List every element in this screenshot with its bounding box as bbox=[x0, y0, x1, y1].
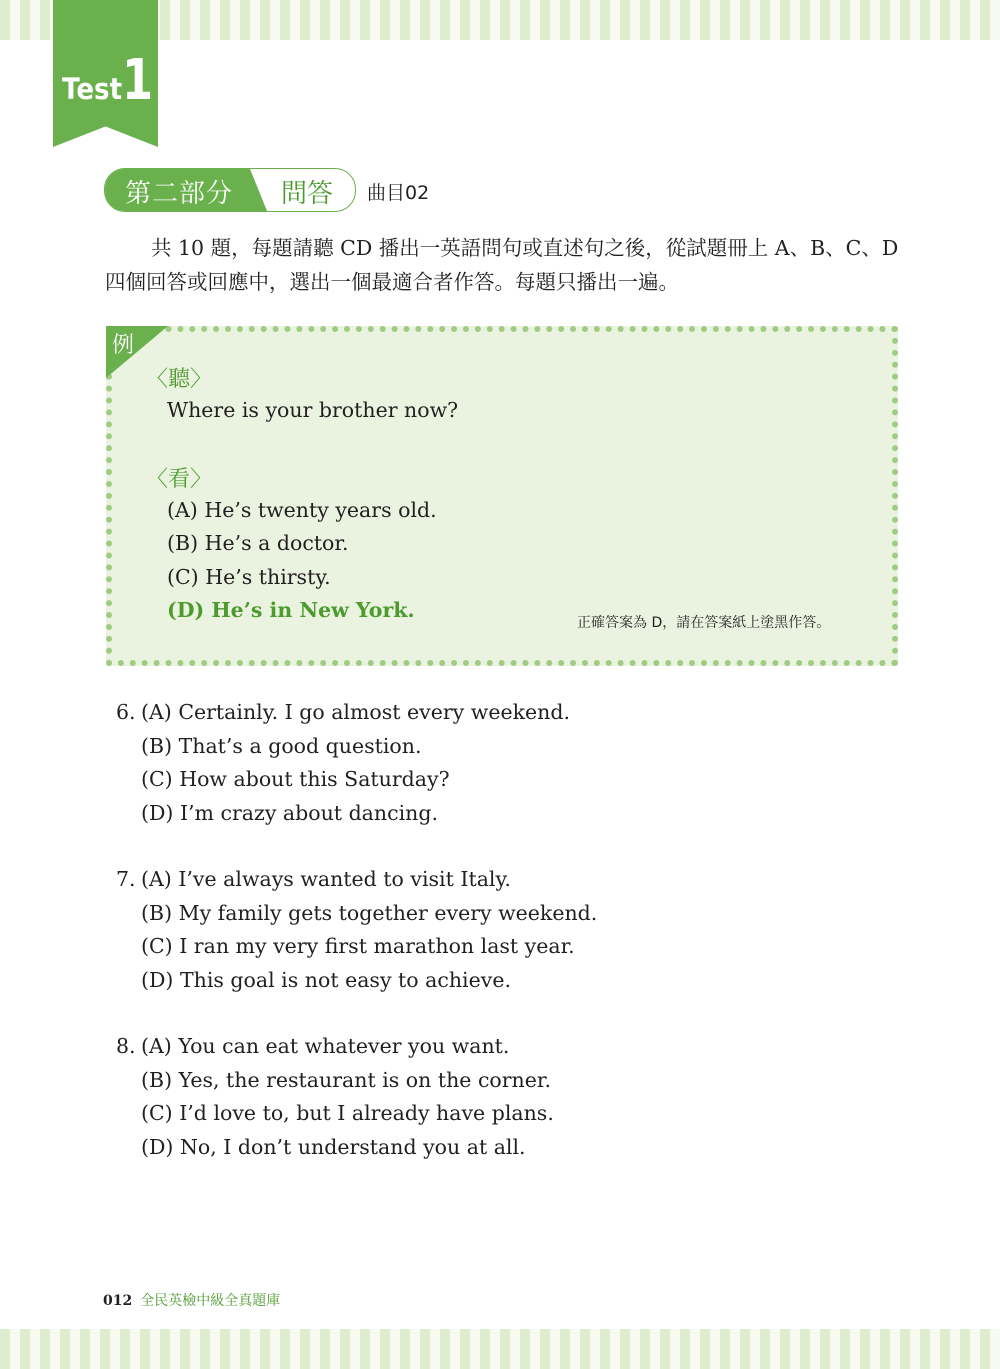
question-8 bbox=[116, 1030, 554, 1164]
question-option-c: (C) How about this Saturday? bbox=[141, 767, 450, 791]
listen-heading: 〈聽〉 bbox=[146, 367, 213, 392]
example-label: 例 bbox=[112, 333, 135, 358]
example-answer-note: 正確答案為 D，請在答案紙上塗黑作答。 bbox=[577, 615, 831, 631]
question-option-c: (C) I ran my very first marathon last year. bbox=[141, 934, 575, 958]
book-title: 全民英檢中級全真題庫 bbox=[140, 1293, 281, 1309]
section-subtitle: 問答 bbox=[281, 179, 334, 209]
question-number: 8. bbox=[116, 1034, 136, 1058]
question-7 bbox=[116, 863, 597, 997]
example-option-c: (C) He’s thirsty. bbox=[167, 565, 331, 589]
question-option-d: (D) I’m crazy about dancing. bbox=[141, 800, 438, 825]
question-number: 6. bbox=[116, 700, 136, 724]
test-label: Test bbox=[62, 72, 123, 106]
bottom-stripe-banner bbox=[0, 1329, 1000, 1369]
example-question: Where is your brother now? bbox=[167, 398, 459, 422]
instructions-paragraph: 共 10 題，每題請聽 CD 播出一英語問句或直述句之後，從試題冊上 A、B、C、D 四個回答或回應中，選出一個最適合者作答。每題只播出一遍。 bbox=[105, 236, 899, 294]
question-option-a bbox=[116, 1030, 554, 1064]
example-option-a: (A) He’s twenty years old. bbox=[167, 498, 437, 522]
page-number: 012 bbox=[103, 1293, 133, 1309]
question-option-a bbox=[116, 696, 570, 730]
question-option-d: (D) This goal is not easy to achieve. bbox=[141, 967, 511, 992]
question-option-d: (D) No, I don’t understand you at all. bbox=[141, 1134, 526, 1159]
option-text: (A) I’ve always wanted to visit Italy. bbox=[141, 867, 511, 891]
track-label: 曲目02 bbox=[367, 182, 430, 204]
section-title: 第二部分 bbox=[125, 179, 234, 209]
question-6 bbox=[116, 696, 570, 830]
option-text: (A) You can eat whatever you want. bbox=[141, 1034, 510, 1058]
section-header bbox=[104, 168, 356, 212]
question-number: 7. bbox=[116, 867, 136, 891]
question-option-b: (B) That’s a good question. bbox=[141, 733, 422, 758]
page-footer bbox=[103, 1290, 280, 1310]
look-heading: 〈看〉 bbox=[146, 467, 213, 492]
test-number: 1 bbox=[122, 48, 154, 113]
option-text: (A) Certainly. I go almost every weekend. bbox=[141, 700, 570, 724]
example-option-b: (B) He’s a doctor. bbox=[167, 531, 349, 555]
question-option-b: (B) Yes, the restaurant is on the corner. bbox=[141, 1067, 551, 1092]
example-correct-answer: (D) He’s in New York. bbox=[167, 598, 415, 622]
question-option-a bbox=[116, 863, 597, 897]
question-option-b: (B) My family gets together every weekend. bbox=[141, 900, 598, 925]
question-option-c: (C) I’d love to, but I already have plans. bbox=[141, 1101, 554, 1125]
